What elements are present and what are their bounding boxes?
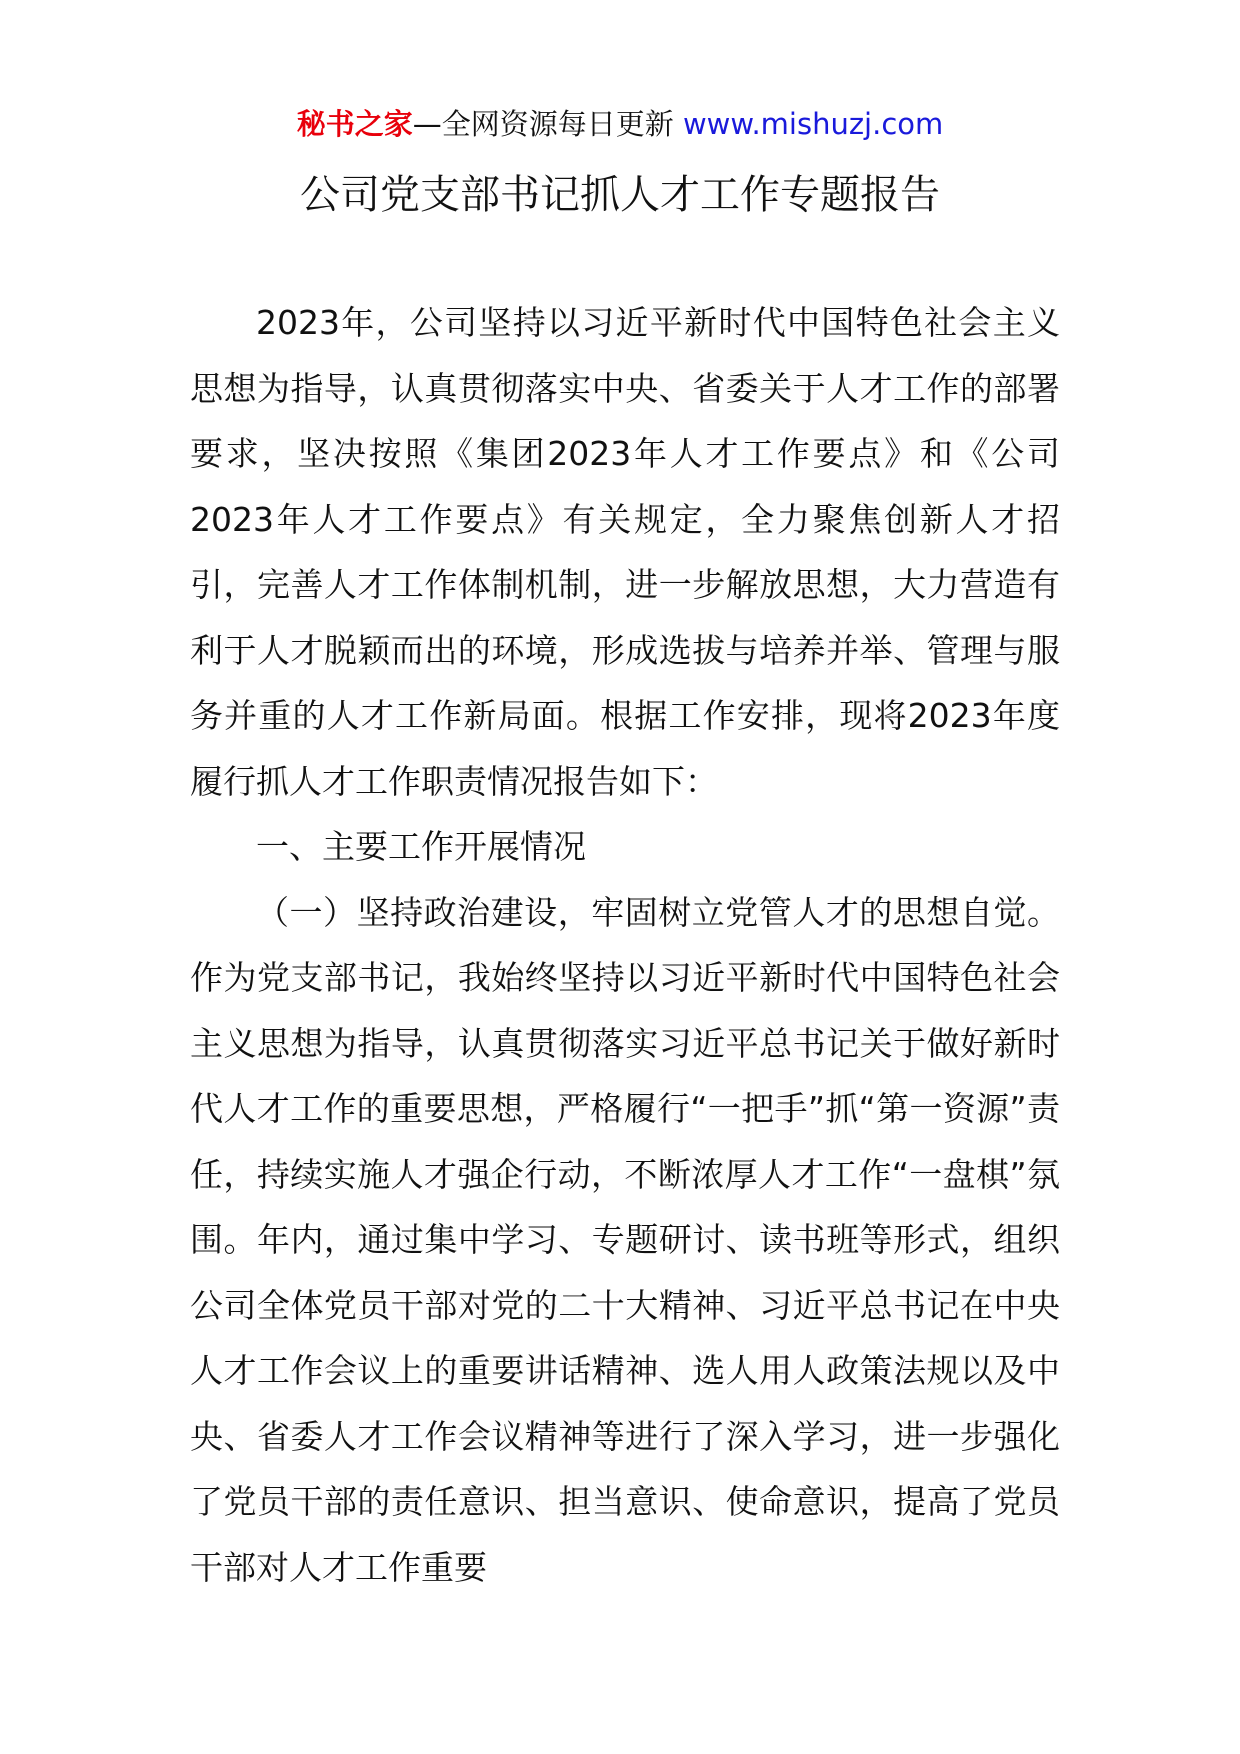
document-title: 公司党支部书记抓人才工作专题报告 — [300, 172, 940, 218]
document-body — [190, 290, 1060, 1600]
header-slogan: —全网资源每日更新 — [412, 107, 674, 141]
watermark-header — [0, 100, 1240, 148]
intro-paragraph: 2023年，公司坚持以习近平新时代中国特色社会主义思想为指导，认真贯彻落实中央、省委关于人才工作的部署要求，坚决按照《集团2023年人才工作要点》和《公司2023年人才工作要点》有关规定，全力聚焦创新人才招引，完善人才工作体制机制，进一步解放思想，大力营造有利于人才脱颖而出的环境，形成选拔与培养并举、管理与服务并重的人才工作新局面。根据工作安排，现将2023年度履行抓人才工作职责情况报告如下： — [190, 303, 1060, 801]
section-heading: 一、主要工作开展情况 — [256, 827, 586, 866]
brand-name: 秘书之家 — [296, 107, 413, 141]
header-url-link[interactable]: www.mishuzj.com — [682, 107, 944, 141]
subsection-paragraph: （一）坚持政治建设，牢固树立党管人才的思想自觉。作为党支部书记，我始终坚持以习近平新时代中国特色社会主义思想为指导，认真贯彻落实习近平总书记关于做好新时代人才工作的重要思想，严格履行“一把手”抓“第一资源”责任，持续实施人才强企行动，不断浓厚人才工作“一盘棋”氛围。年内，通过集中学习、专题研讨、读书班等形式，组织公司全体党员干部对党的二十大精神、习近平总书记在中央人才工作会议上的重要讲话精神、选人用人政策法规以及中央、省委人才工作会议精神等进行了深入学习，进一步强化了党员干部的责任意识、担当意识、使命意识，提高了党员干部对人才工作重要 — [190, 892, 1060, 1587]
